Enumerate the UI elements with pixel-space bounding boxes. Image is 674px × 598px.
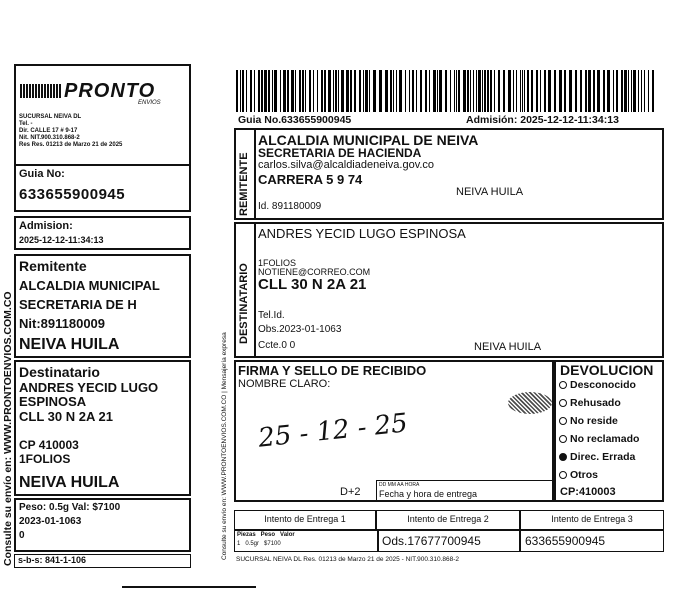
left-guia-label: Guia No: — [19, 168, 65, 180]
logo-subtext: ENVIOS — [138, 100, 161, 106]
bottom-rule — [122, 586, 256, 588]
devolucion-list — [559, 379, 639, 487]
left-peso-box — [14, 498, 191, 552]
remitente-id: Id. 891180009 — [258, 201, 322, 212]
left-admission-label: Admision: — [19, 220, 73, 232]
left-peso: Peso: 0.5g Val: $7100 — [19, 502, 121, 513]
radio-icon — [559, 435, 567, 443]
devolucion-option-label: Rehusado — [570, 397, 621, 409]
radio-icon — [559, 417, 567, 425]
guia-small-box — [520, 530, 664, 552]
logo-text: PRONTO — [64, 80, 156, 102]
left-admission-value: 2025-12-12-11:34:13 — [19, 235, 104, 245]
left-admission-box — [14, 216, 191, 250]
left-guia-number: 633655900945 — [19, 186, 126, 203]
side-url-middle: Consulte su envío en: WWW.PRONTOENVIOS.COM.CO | Mensajería expresa — [221, 332, 228, 560]
devolucion-cp: CP:410003 — [560, 486, 616, 498]
devolucion-option-label: No reside — [570, 415, 618, 427]
destinatario-address: CLL 30 N 2A 21 — [258, 276, 367, 293]
guia-small: 633655900945 — [525, 534, 606, 548]
left-recipient-box — [14, 360, 191, 496]
destinatario-box — [234, 222, 664, 358]
sender-line2: SECRETARIA DE H — [19, 297, 137, 312]
branch-nit: Nit. NIT.900.310.868-2 — [19, 135, 80, 141]
destinatario-ccte: Ccte.0 0 — [258, 340, 296, 351]
d2-label: D+2 — [340, 486, 361, 498]
remitente-line1: ALCALDIA MUNICIPAL DE NEIVA — [258, 132, 479, 148]
branch-res: Res Res. 01213 de Marzo 21 de 2025 — [19, 142, 123, 148]
left-footer-box — [14, 554, 191, 568]
right-guia-label: Guia No.633655900945 — [238, 114, 352, 126]
peso-values: 1 0.5gr $7100 — [237, 541, 281, 547]
recipient-cp: CP 410003 — [19, 438, 79, 452]
devolucion-option-label: Desconocido — [570, 379, 636, 391]
recipient-items: 1FOLIOS — [19, 452, 71, 466]
remitente-city: NEIVA HUILA — [456, 186, 524, 198]
radio-icon — [559, 471, 567, 479]
remitente-email: carlos.silva@alcaldiadeneiva.gov.co — [258, 159, 435, 171]
firma-title: FIRMA Y SELLO DE RECIBIDO — [238, 363, 427, 378]
recipient-line1: ANDRES YECID LUGO — [19, 380, 159, 395]
attempts-row — [234, 510, 664, 530]
branch-address: Dir. CALLE 17 # 9-17 — [19, 128, 78, 134]
radio-icon — [559, 381, 567, 389]
recipient-line2: ESPINOSA — [19, 394, 87, 409]
right-footer: SUCURSAL NEIVA DL Res. 01213 de Marzo 21 de 2025 - NIT.900.310.868-2 — [236, 556, 460, 563]
left-sender-box — [14, 254, 191, 358]
peso-headers: Piezas Peso Valor — [237, 532, 295, 538]
branch-name: SUCURSAL NEIVA DL — [19, 114, 82, 120]
side-url-far-left: Consulte su envío en: WWW.PRONTOENVIOS.COM.CO — [2, 291, 14, 566]
destinatario-tel: Tel.Id. — [258, 310, 285, 321]
left-footer: s-b-s: 841-1-106 — [18, 555, 87, 565]
logo-stripes — [20, 84, 62, 98]
devolucion-option-label: No reclamado — [570, 433, 640, 445]
radio-icon — [559, 399, 567, 407]
recipient-address: CLL 30 N 2A 21 — [19, 409, 113, 424]
devolucion-box — [554, 360, 664, 502]
devolucion-option — [559, 379, 639, 397]
left-guia-box — [14, 164, 191, 212]
destinatario-city: NEIVA HUILA — [474, 341, 542, 353]
attempt-2: Intento de Entrega 2 — [407, 514, 489, 524]
devolucion-title: DEVOLUCION — [560, 362, 654, 378]
ods-number: Ods.17677700945 — [382, 534, 481, 548]
sender-line1: ALCALDIA MUNICIPAL — [19, 278, 160, 293]
attempt-1: Intento de Entrega 1 — [264, 514, 346, 524]
devolucion-option — [559, 415, 639, 433]
destinatario-obs: Obs.2023-01-1063 — [258, 324, 342, 335]
devolucion-option-label: Direc. Errada — [570, 451, 636, 463]
date-headers: DD MM AA HORA — [379, 482, 420, 488]
recipient-label: Destinatario — [19, 364, 100, 380]
signature-date: 25 - 12 - 25 — [256, 408, 410, 454]
nombre-claro: NOMBRE CLARO: — [238, 378, 331, 390]
ods-box — [378, 530, 520, 552]
left-zero: 0 — [19, 530, 25, 541]
logo — [20, 80, 186, 106]
peso-info-box — [234, 530, 378, 552]
destinatario-label: DESTINATARIO — [238, 263, 250, 344]
remitente-line2: SECRETARIA DE HACIENDA — [258, 146, 422, 160]
sender-nit: Nit:891180009 — [19, 316, 106, 331]
devolucion-option — [559, 469, 639, 487]
devolucion-option — [559, 433, 639, 451]
remitente-address: CARRERA 5 9 74 — [258, 172, 363, 187]
destinatario-name: ANDRES YECID LUGO ESPINOSA — [258, 226, 466, 241]
remitente-box — [234, 128, 664, 220]
destinatario-items: 1FOLIOS — [258, 258, 297, 268]
devolucion-option — [559, 451, 639, 469]
sender-label: Remitente — [19, 258, 87, 274]
destinatario-email: NOTIENE@CORREO.COM — [258, 267, 371, 277]
devolucion-option-label: Otros — [570, 469, 599, 481]
remitente-label: REMITENTE — [238, 152, 250, 216]
fecha-label: Fecha y hora de entrega — [379, 489, 478, 499]
barcode — [236, 70, 662, 112]
recipient-city: NEIVA HUILA — [19, 474, 120, 491]
devolucion-option — [559, 397, 639, 415]
attempt-3: Intento de Entrega 3 — [551, 514, 633, 524]
left-date: 2023-01-1063 — [19, 516, 82, 527]
radio-icon — [559, 453, 567, 461]
branch-tel: Tel. - — [19, 121, 33, 127]
firma-box — [234, 360, 554, 502]
left-stub-header — [14, 64, 191, 166]
sender-city: NEIVA HUILA — [19, 336, 120, 353]
right-admission: Admisión: 2025-12-12-11:34:13 — [466, 114, 619, 126]
stamp-smudge — [508, 392, 552, 414]
